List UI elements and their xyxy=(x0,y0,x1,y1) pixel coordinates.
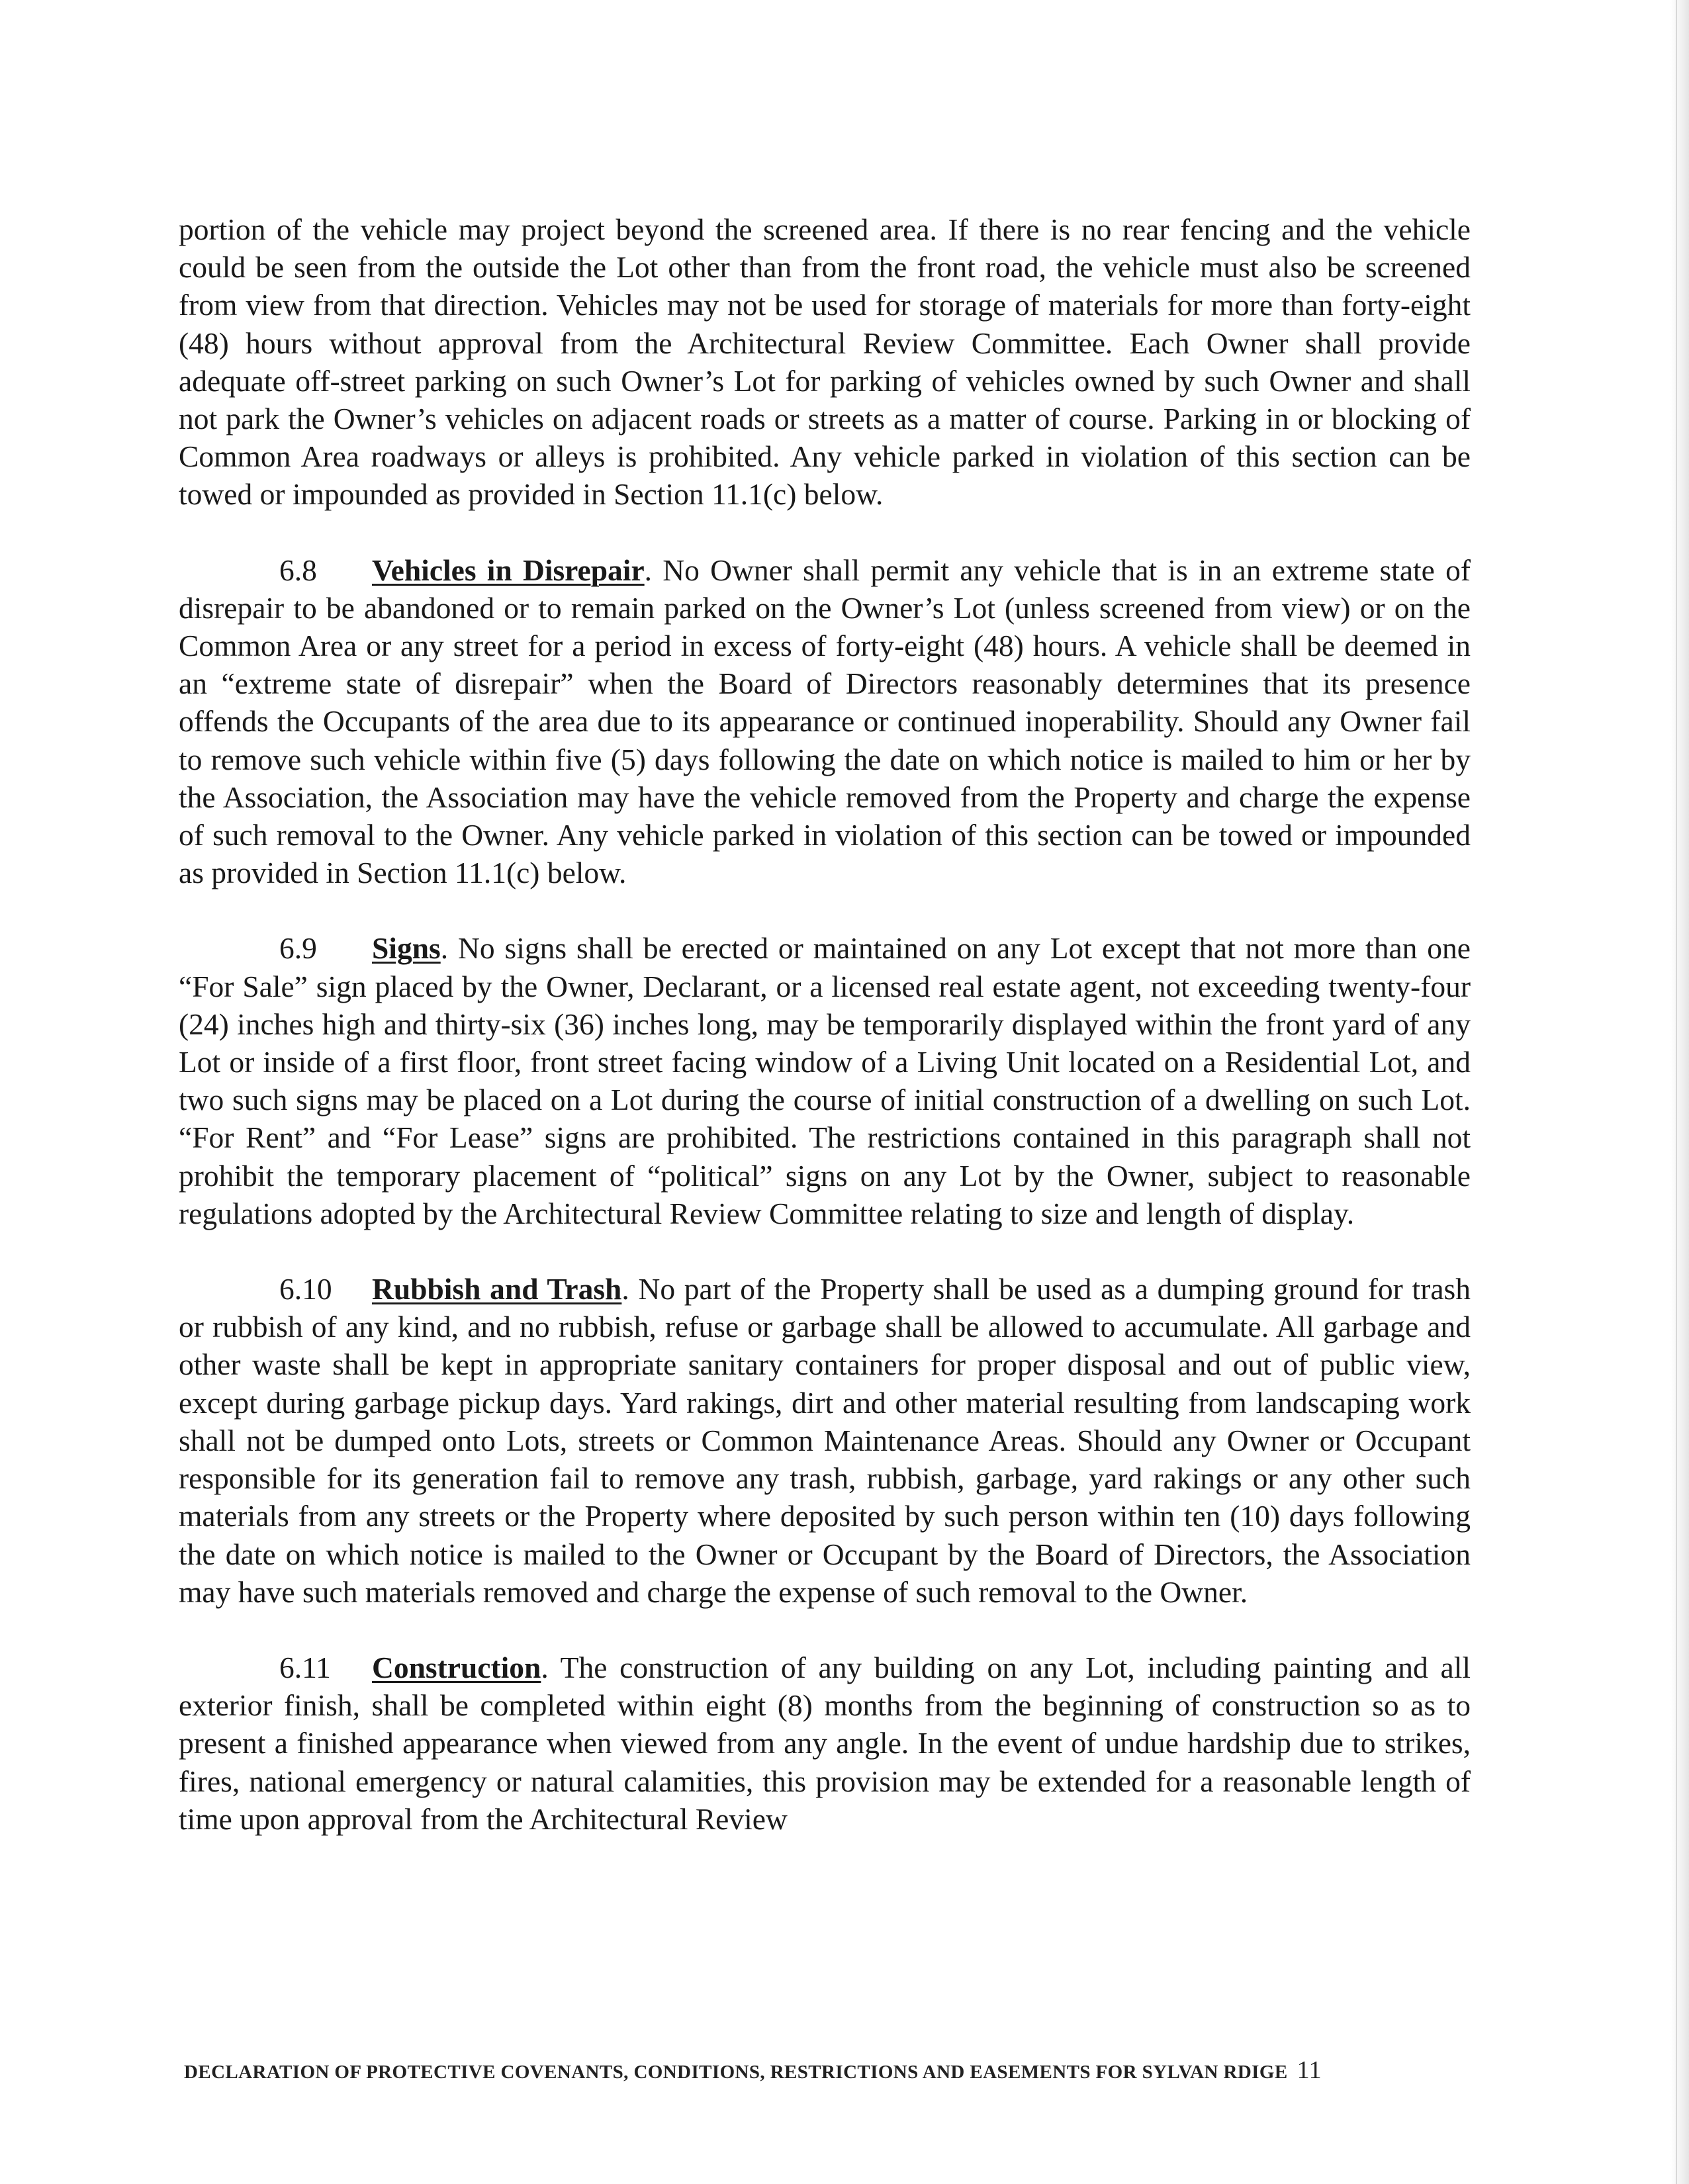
section-number: 6.9 xyxy=(279,931,317,966)
section-6-8-paragraph xyxy=(179,551,1471,892)
section-heading: Vehicles in Disrepair xyxy=(372,553,645,587)
section-body: . No Owner shall permit any vehicle that is in an extreme state of disrepair to be abandoned or to remain parked on the Owner’s Lot (unless screened from view) or on the Common Area or any street for a period in excess of forty-eight (48) hours. A vehicle shall be deemed in an “extreme state of disrepair” when the Board of Directors reasonably determines that its presence offends the Occupants of the area due to its appearance or continued inoperability. Should any Owner fail to remove such vehicle within five (5) days following the date on which notice is mailed to him or her by the Association, the Association may have the vehicle removed from the Property and charge the expense of such removal to the Owner. Any vehicle parked in violation of this section can be towed or impounded as provided in Section 11.1(c) below. xyxy=(179,553,1471,890)
section-heading: Construction xyxy=(372,1650,541,1684)
section-body: . The construction of any building on any Lot, including painting and all exterior finish, shall be completed within eight (8) months from the beginning of construction so as to present a finished appearance when viewed from any angle. In the event of undue hardship due to strikes, fires, national emergency or natural calamities, this provision may be extended for a reasonable length of time upon approval from the Architectural Review xyxy=(179,1650,1471,1836)
section-6-10-paragraph xyxy=(179,1270,1471,1611)
section-6-9-paragraph xyxy=(179,929,1471,1232)
section-6-11-paragraph xyxy=(179,1649,1471,1838)
page-edge-shadow xyxy=(1670,0,1689,2184)
section-body: . No signs shall be erected or maintained on any Lot except that not more than one “For Sale” sign placed by the Owner, Declarant, or a licensed real estate agent, not exceeding twenty-four (24) inches high and thirty-six (36) inches long, may be temporarily displayed within the front yard of any Lot or inside of a first floor, front street facing window of a Living Unit located on a Residential Lot, and two such signs may be placed on a Lot during the course of initial construction of a dwelling on such Lot. “For Rent” and “For Lease” signs are prohibited. The restrictions contained in this paragraph shall not prohibit the temporary placement of “political” signs on any Lot by the Owner, subject to reasonable regulations adopted by the Architectural Review Committee relating to size and length of display. xyxy=(179,931,1471,1230)
page-number: 11 xyxy=(1297,2056,1322,2084)
section-number: 6.8 xyxy=(279,553,317,587)
section-heading: Rubbish and Trash xyxy=(372,1272,622,1306)
document-body xyxy=(179,210,1471,1838)
section-number: 6.11 xyxy=(279,1650,331,1684)
page-edge-line xyxy=(1676,0,1677,2184)
section-heading: Signs xyxy=(372,931,441,966)
continuation-paragraph: portion of the vehicle may project beyond the screened area. If there is no rear fencing and the vehicle could be seen from the outside the Lot other than from the front road, the vehicle must also be screened from view from that direction. Vehicles may not be used for storage of materials for more than forty-eight (48) hours without approval from the Architectural Review Committee. Each Owner shall provide adequate off-street parking on such Owner’s Lot for parking of vehicles owned by such Owner and shall not park the Owner’s vehicles on adjacent roads or streets as a matter of course. Parking in or blocking of Common Area roadways or alleys is prohibited. Any vehicle parked in violation of this section can be towed or impounded as provided in Section 11.1(c) below. xyxy=(179,212,1471,512)
page-footer xyxy=(184,2056,1471,2085)
section-body: . No part of the Property shall be used as a dumping ground for trash or rubbish of any kind, and no rubbish, refuse or garbage shall be allowed to accumulate. All garbage and other waste shall be kept in appropriate sanitary containers for proper disposal and out of public view, except during garbage pickup days. Yard rakings, dirt and other material resulting from landscaping work shall not be dumped onto Lots, streets or Common Maintenance Areas. Should any Owner or Occupant responsible for its generation fail to remove any trash, rubbish, garbage, yard rakings or any other such materials from any streets or the Property where deposited by such person within ten (10) days following the date on which notice is mailed to the Owner or Occupant by the Board of Directors, the Association may have such materials removed and charge the expense of such removal to the Owner. xyxy=(179,1272,1471,1609)
footer-title: DECLARATION OF PROTECTIVE COVENANTS, CONDITIONS, RESTRICTIONS AND EASEMENTS FOR SYLVAN RDIGE xyxy=(184,2062,1288,2083)
section-number: 6.10 xyxy=(279,1272,332,1306)
